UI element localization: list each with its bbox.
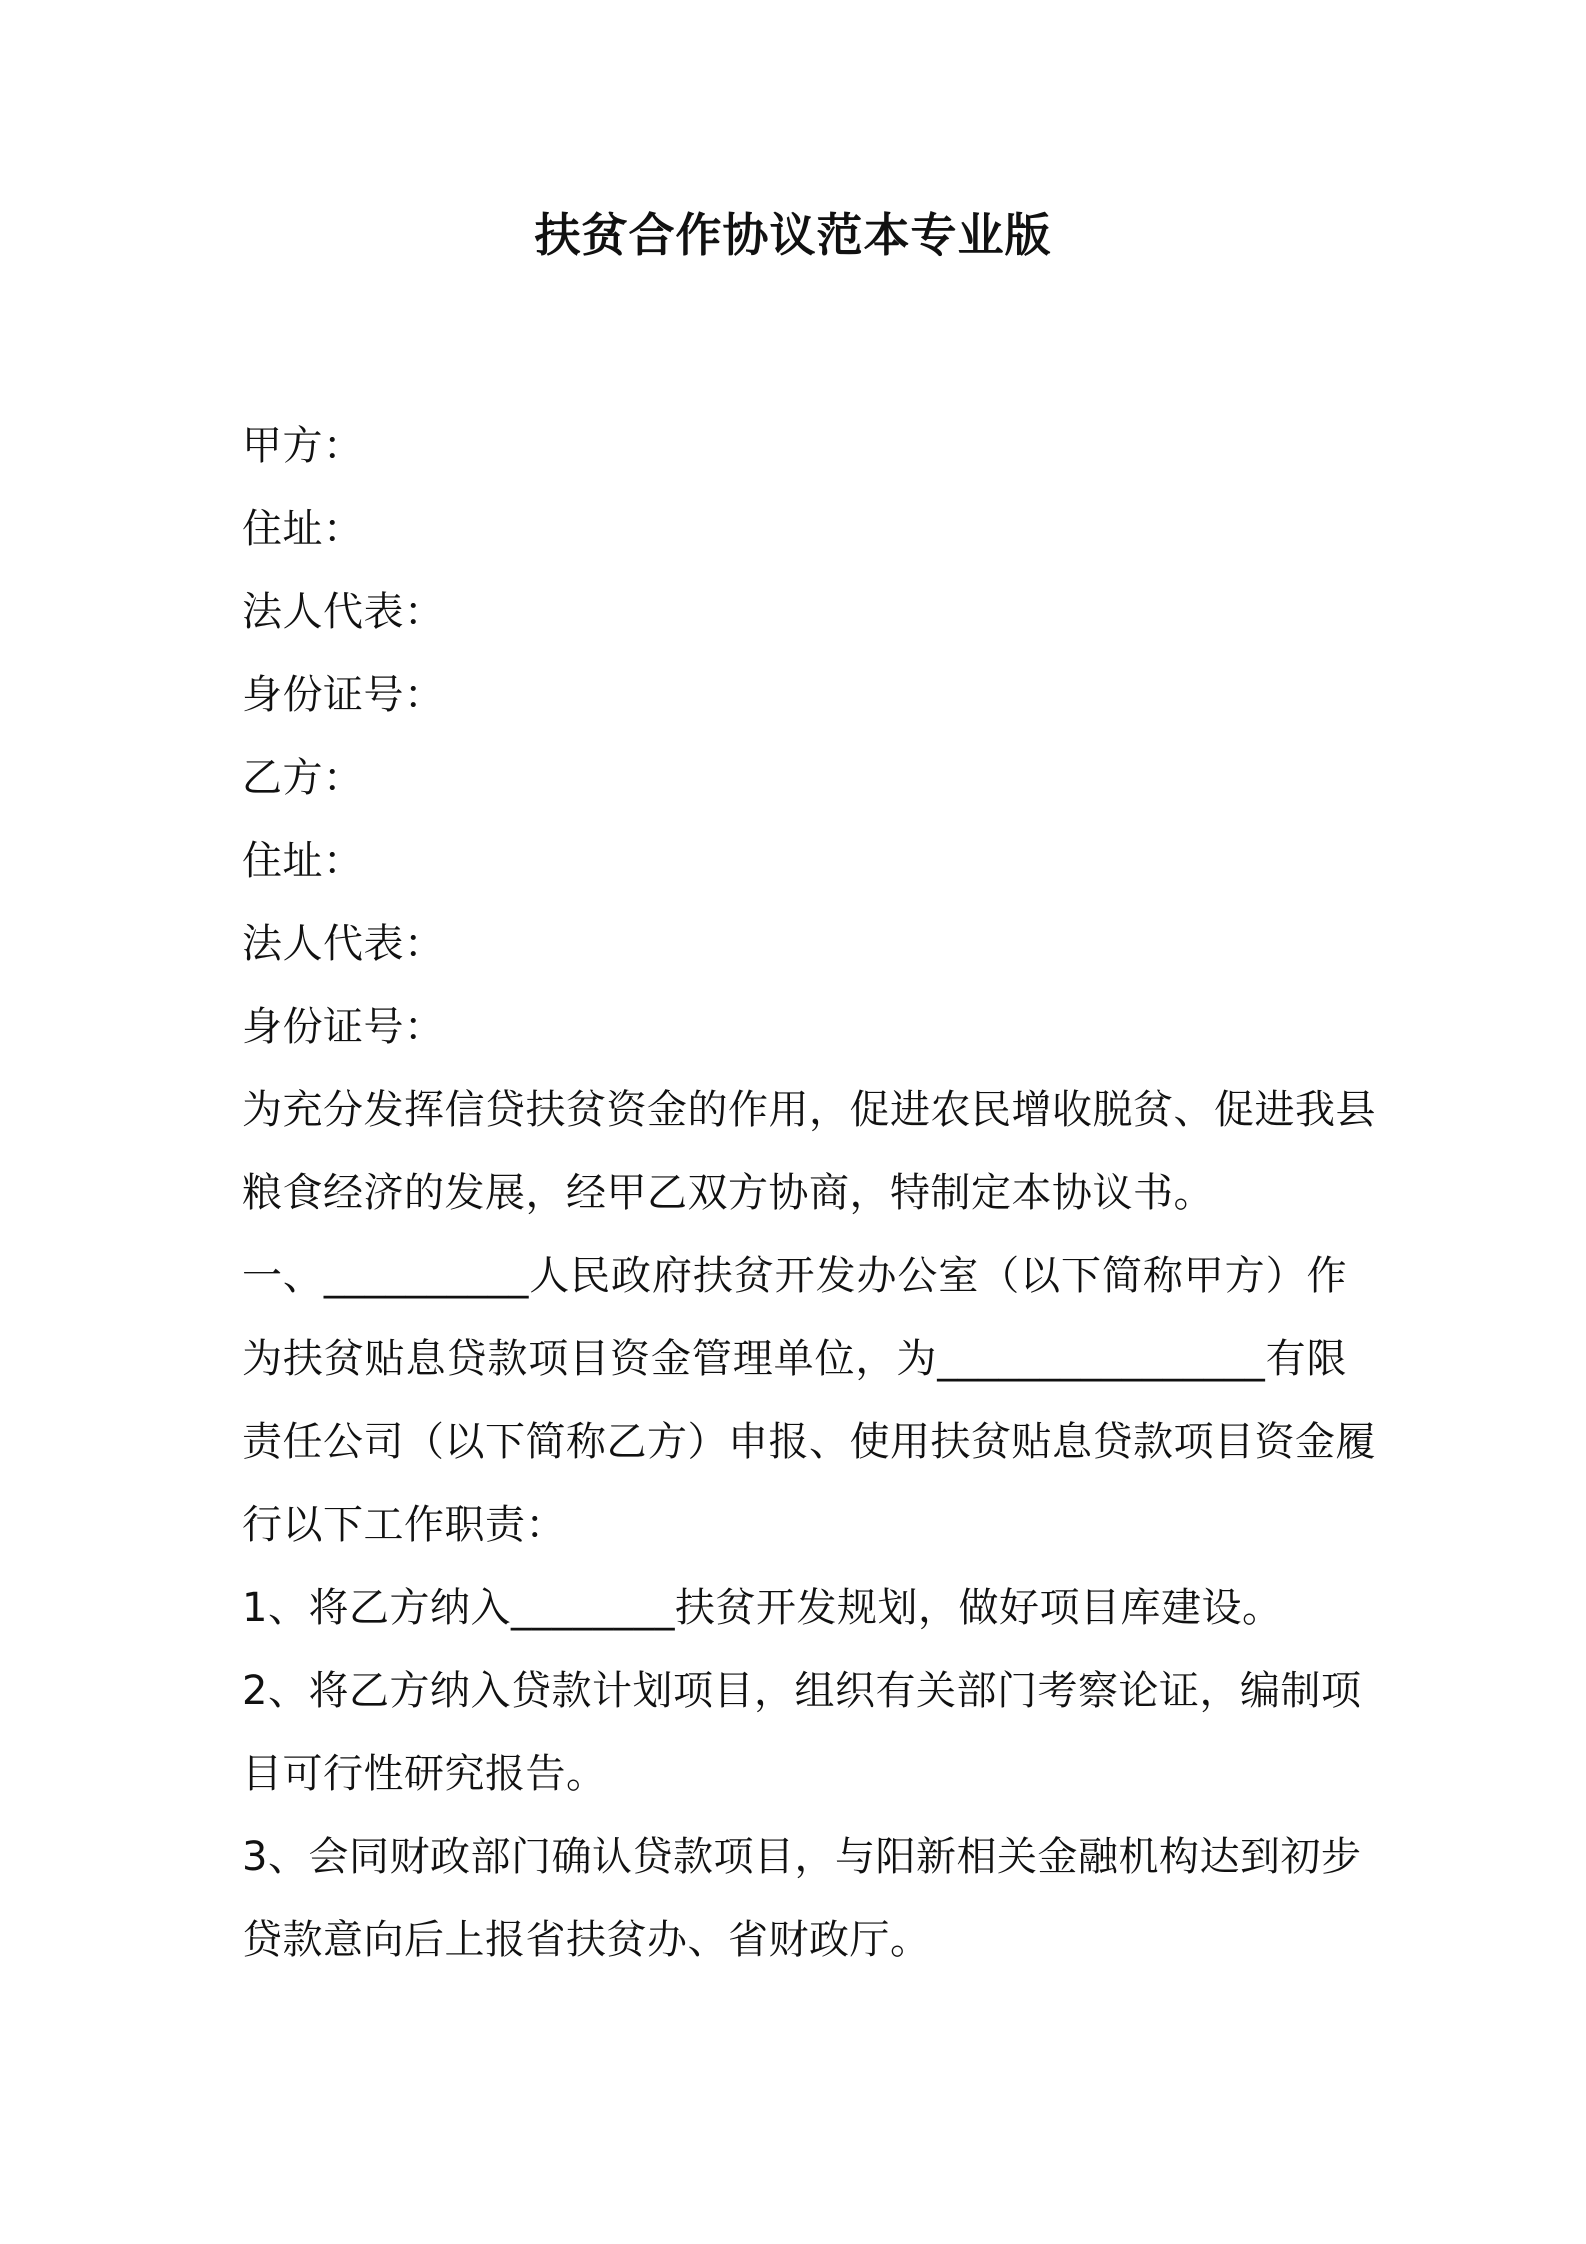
item-3-line: 3、会同财政部门确认贷款项目，与阳新相关金融机构达到初步 <box>242 1834 1362 1880</box>
item-1-line: 1、将乙方纳入________扶贫开发规划，做好项目库建设。 <box>242 1585 1283 1631</box>
party-a-name-label: 甲方： <box>242 423 364 469</box>
party-a-legal-rep-label: 法人代表： <box>242 589 445 635</box>
preamble-line: 粮食经济的发展，经甲乙双方协商，特制定本协议书。 <box>242 1170 1214 1216</box>
party-a-id-label: 身份证号： <box>242 672 445 718</box>
party-a-address-label: 住址： <box>242 506 364 552</box>
item-3-line: 贷款意向后上报省扶贫办、省财政厅。 <box>242 1917 931 1963</box>
clause-one-line: 行以下工作职责： <box>242 1502 566 1548</box>
document-body <box>242 405 1376 1982</box>
party-b-legal-rep-label: 法人代表： <box>242 921 445 967</box>
item-2-line: 2、将乙方纳入贷款计划项目，组织有关部门考察论证，编制项 <box>242 1668 1362 1714</box>
party-b-name-label: 乙方： <box>242 755 364 801</box>
party-b-id-label: 身份证号： <box>242 1004 445 1050</box>
preamble-line: 为充分发挥信贷扶贫资金的作用，促进农民增收脱贫、促进我县 <box>242 1087 1376 1133</box>
item-2-line: 目可行性研究报告。 <box>242 1751 607 1797</box>
clause-one-line: 责任公司（以下简称乙方）申报、使用扶贫贴息贷款项目资金履 <box>242 1419 1376 1465</box>
clause-one-line: 一、__________人民政府扶贫开发办公室（以下简称甲方）作 <box>242 1253 1347 1299</box>
party-b-address-label: 住址： <box>242 838 364 884</box>
document-title: 扶贫合作协议范本专业版 <box>534 208 1052 262</box>
clause-one-line: 为扶贫贴息贷款项目资金管理单位，为________________有限 <box>242 1336 1347 1382</box>
